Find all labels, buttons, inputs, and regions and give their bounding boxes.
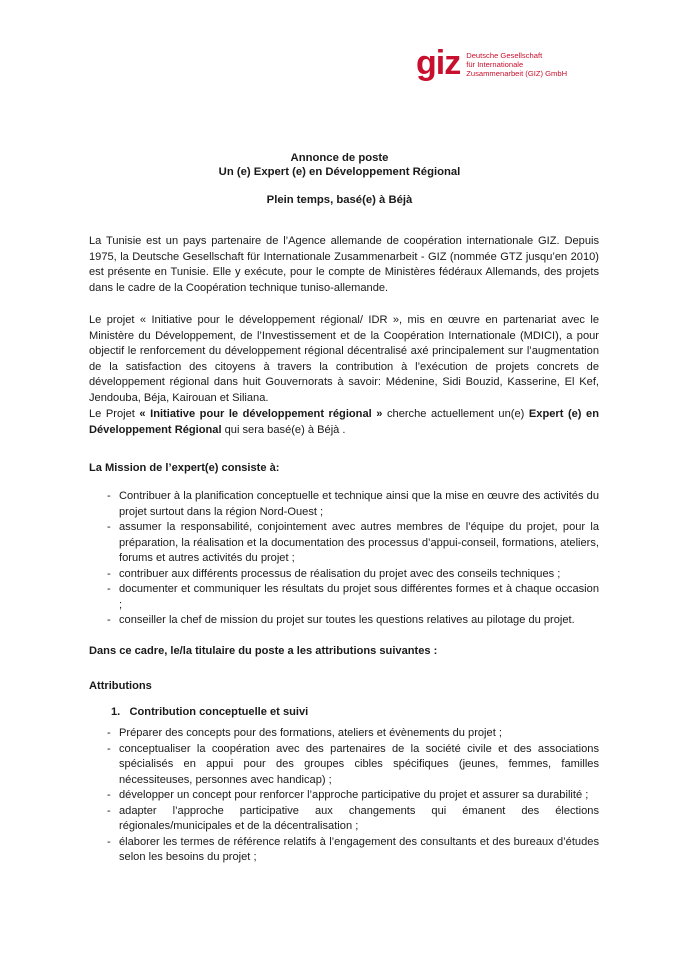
employment-type: Plein temps, basé(e) à Béjà <box>266 194 413 206</box>
p3-part-c: cherche actuellement un(e) <box>382 408 529 420</box>
list-marker: - <box>107 567 111 580</box>
position-paragraph <box>89 407 599 438</box>
list-item <box>89 520 599 567</box>
p3-part-a: Le Projet <box>89 408 140 420</box>
list-item-text: Contribuer à la planification conceptuelle et technique ainsi que la mise en œuvre des activités du projet surtout dans la région Nord-Ouest ; <box>119 490 599 518</box>
list-item <box>89 835 599 866</box>
list-item-text: élaborer les termes de référence relatifs à l’engagement des consultants et des bureaux d’études selon les besoins du projet ; <box>119 835 599 863</box>
list-item-text: contribuer aux différents processus de réalisation du projet avec des conseils techniques ; <box>119 567 561 580</box>
list-marker: - <box>107 727 111 739</box>
list-item <box>89 489 599 520</box>
list-marker: - <box>107 583 111 595</box>
list-item-text: Préparer des concepts pour des formations, ateliers et évènements du projet ; <box>119 727 502 739</box>
list-marker: - <box>107 835 111 848</box>
list-item <box>89 613 599 629</box>
p3-position-name: Expert (e) en Développement Régional <box>89 408 599 436</box>
list-item-text: adapter l’approche participative aux changements qui émanent des élections régionales/municipales et de la décentralisation ; <box>119 804 599 832</box>
logo-line-3: Zusammenarbeit (GIZ) GmbH <box>466 69 568 78</box>
list-marker: - <box>107 521 111 533</box>
list-item-text: documenter et communiquer les résultats du projet sous différentes formes et à chaque occasion ; <box>119 583 599 611</box>
list-marker: - <box>107 742 111 755</box>
list-marker: - <box>107 614 111 626</box>
logo-mark: giz <box>416 44 461 82</box>
logo-text <box>466 51 567 78</box>
attributions-heading: Attributions <box>89 680 152 692</box>
cadre-heading: Dans ce cadre, le/la titulaire du poste a les attributions suivantes : <box>89 645 438 657</box>
list-item <box>89 804 599 835</box>
p3-part-e: qui sera basé(e) à Béjà . <box>221 423 346 436</box>
list-item-text: assumer la responsabilité, conjointement avec autres membres de l’équipe du projet, pour la préparation, la réalisation et la documentation des processus d’appui-conseil, formations, ateliers, forums et autres activités du projet ; <box>119 521 599 564</box>
list-item <box>89 582 599 613</box>
attributions-subheading: 1. Contribution conceptuelle et suivi <box>111 706 309 718</box>
list-item-text: conceptualiser la coopération avec des partenaires de la société civile et des associations spécialisés en appui pour des groupes cibles spécifiques (jeunes, femmes, familles nécessiteuses, personnes avec handicap) ; <box>119 742 599 786</box>
list-item <box>89 788 599 804</box>
giz-logo <box>416 46 567 80</box>
intro-paragraph: La Tunisie est un pays partenaire de l’Agence allemande de coopération internationale GIZ. Depuis 1975, la Deutsche Gesellschaft für Internationale Zusammenarbeit - GIZ (nommée GTZ jusqu’en 2010) est présente en Tunisie. Elle y exécute, pour le compte de Ministères fédéraux Allemands, des projets dans le cadre de la Coopération technique tuniso-allemande. <box>89 235 599 294</box>
announcement-title: Annonce de poste <box>290 152 389 164</box>
list-marker: - <box>107 490 111 502</box>
attributions-list <box>89 726 599 866</box>
list-item <box>89 726 599 742</box>
list-item <box>89 567 599 583</box>
project-paragraph: Le projet « Initiative pour le développement régional/ IDR », mis en œuvre en partenariat avec le Ministère du Développement, de l’Investissement et de la Coopération Internationale (MDICI), a pour objectif le renforcement du développement régional décentralisé axé principalement sur l’augmentation de la satisfaction des citoyens à travers la contribution à l’exécution de projets concrets de développement régional dans huit Gouvernorats à savoir: Médenine, Sidi Bouzid, Kasserine, El Kef, Jendouba, Béja, Kairouan et Siliana. <box>89 314 599 404</box>
list-item <box>89 742 599 789</box>
list-item-text: développer un concept pour renforcer l’approche participative du projet et assurer sa durabilité ; <box>119 789 589 801</box>
list-item-text: conseiller la chef de mission du projet sur toutes les questions relatives au pilotage du projet. <box>119 614 575 626</box>
logo-line-1: Deutsche Gesellschaft <box>466 51 543 60</box>
mission-heading: La Mission de l’expert(e) consiste à: <box>89 462 280 474</box>
position-title: Un (e) Expert (e) en Développement Régional <box>218 166 461 178</box>
mission-list <box>89 489 599 629</box>
p3-project-name: « Initiative pour le développement régional » <box>139 408 383 420</box>
list-marker: - <box>107 804 111 817</box>
list-marker: - <box>107 789 111 801</box>
logo-line-2: für Internationale <box>466 60 524 69</box>
